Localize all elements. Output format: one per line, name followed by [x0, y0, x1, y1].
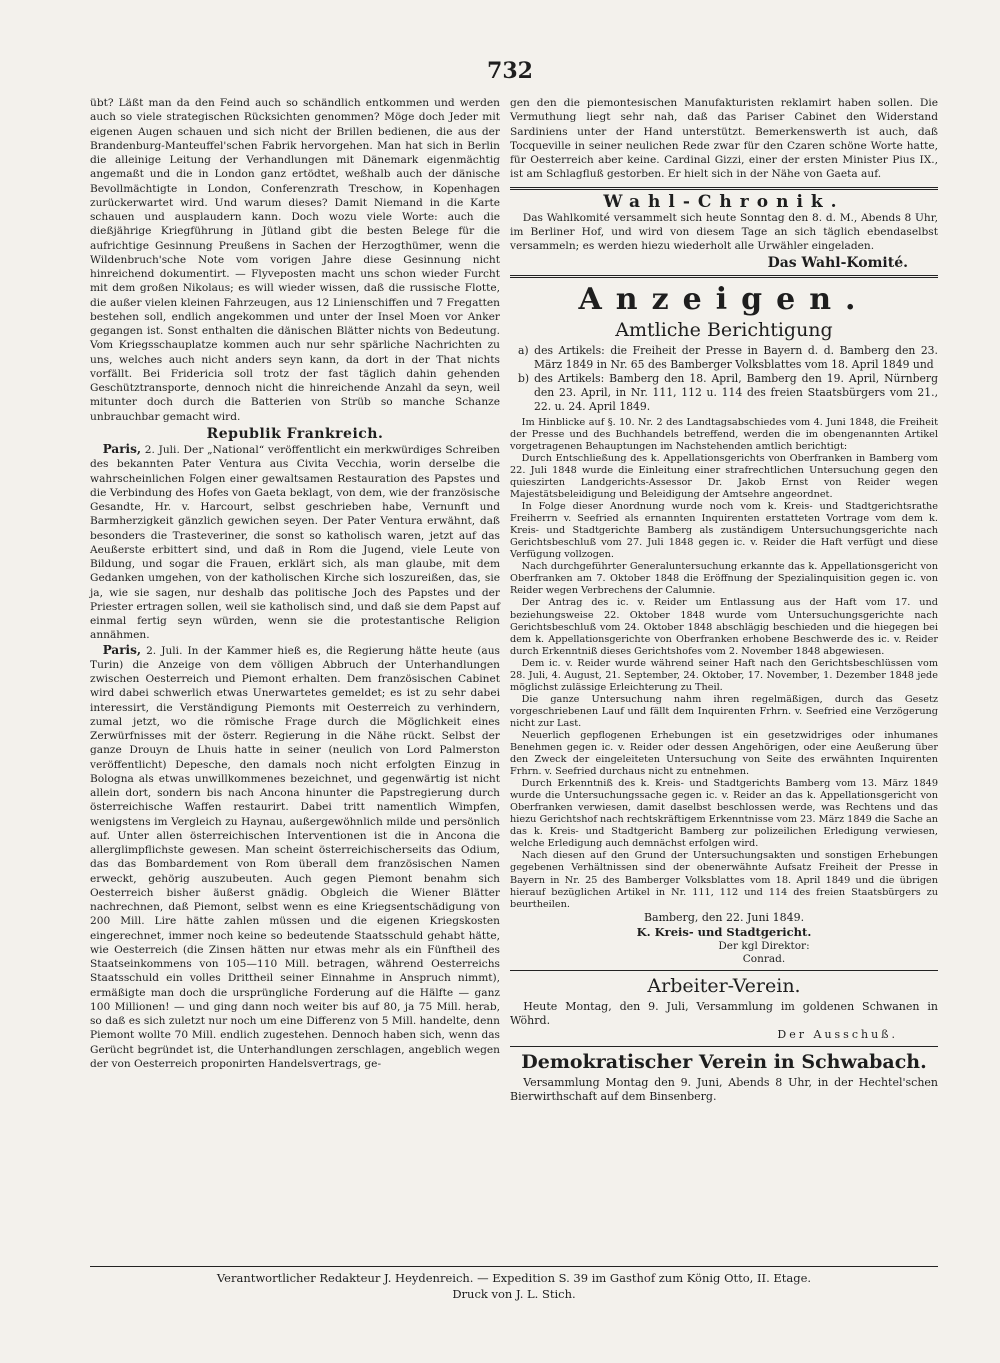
article-paris-2	[90, 643, 500, 1072]
court-name: K. Kreis- und Stadtgericht.	[636, 924, 812, 939]
body-paragraph: Dem ic. v. Reider wurde während seiner Haft nach den Gerichtsbeschlüssen vom 28. Juli, 4. August, 21. September, 24. Oktober, 17. November, 1. Dezember 1848 jede möglichst zulässige Erleichterung zu Theil.	[510, 657, 938, 693]
footer	[90, 1266, 938, 1302]
anzeigen-title: Anzeigen.	[578, 281, 870, 317]
dateline-paris-1: Paris,	[102, 442, 142, 456]
right-column	[510, 96, 938, 1104]
item-b: b) des Artikels: Bamberg den 18. April, Bamberg den 19. April, Nürnberg den 23. April, in Nr. 111, 112 u. 114 des freien Staatsbürgers vom 21., 22. u. 24. April 1849.	[518, 371, 938, 413]
director-name: Conrad.	[742, 952, 786, 965]
arbeiter-verein-title: Arbeiter-Verein.	[647, 974, 801, 997]
body-paragraph: In Folge dieser Anordnung wurde noch vom k. Kreis- und Stadtgerichtsrathe Freiherrn v. Seefried als ernannten Inquirenten erstatteten Vortrage vom dem k. Kreis- und Stadtgerichte Bamberg als zuständigem Untersuchungsgerichte nach Gerichtsbeschluß vom 27. Juli 1848 gegen ic. v. Reider die Haft verfügt und diese Verfügung vollzogen.	[510, 501, 938, 561]
article-paris-1-text: 2. Juli. Der „National“ veröffentlicht ein merkwürdiges Schreiben des bekannten Pater Ventura aus Civita Vecchia, worin derselbe die wahrscheinlichen Folgen einer gewaltsamen Restauration des Papstes und die Verbindung des Hofes von Gaeta beklagt, von dem, wie der französische Gesandte, Hr. v. Harcourt, selbst geschrieben habe, Vernunft und Barmherzigkeit gänzlich gewichen seyen. Der Pater Ventura erwähnt, daß besonders die Trasteveriner, die sonst so katholisch waren, jetzt auf das Aeußerste erbittert sind, und daß in Rom die Jugend, viele Leute von Bildung, und sogar die Frauen, erklärt sich, als man glaube, mit dem Gedanken umgehen, von der katholischen Kirche sich loszureißen, das, sie ja, wie sie sagen, nur deshalb das politische Joch des Papstes und der Priester ertragen sollen, weil sie katholisch sind, und daß sie dem Papst auf einmal fertig seyn würden, wenn sie die protestantische Religion annähmen.	[90, 444, 500, 642]
body-paragraph: Die ganze Untersuchung nahm ihren regelmäßigen, durch das Gesetz vorgeschriebenen Lauf und fällt dem Inquirenten Frhrn. v. Seefried eine Verzögerung nicht zur Last.	[510, 693, 938, 729]
body-paragraph: Nach diesen auf den Grund der Untersuchungsakten und sonstigen Erhebungen gegebenen Verhältnissen sind der obenerwähnte Aufsatz Freiheit der Presse in Bayern in Nr. 25 des Bamberger Volksblattes vom 18. April 1849 und die übrigen hierauf bezüglichen Artikel in Nr. 111, 112 und 114 des freien Staatsbürgers zu beurtheilen.	[510, 850, 938, 910]
director-title: Der kgl Direktor:	[718, 939, 810, 952]
imprint: Verantwortlicher Redakteur J. Heydenreich. — Expedition S. 39 im Gasthof zum König Otto, II. Etage.	[216, 1271, 812, 1285]
place-date: Bamberg, den 22. Juni 1849.	[643, 910, 805, 924]
wahl-chronik-title: Wahl-Chronik.	[603, 191, 845, 212]
body-paragraph: Durch Entschließung des k. Appellationsgerichts von Oberfranken in Bamberg vom 22. Juli 1848 wurde die Einleitung einer strafrechtlichen Untersuchung gegen den quieszirten Landgerichts-Assessor Dr. Jakob Ernst von Reider wegen Majestätsbeleidigung und Beleidigung der Amtsehre angeordnet.	[510, 452, 938, 501]
dateline-paris-2: Paris,	[102, 642, 142, 657]
body-paragraph: Der Antrag des ic. v. Reider um Entlassung aus der Haft vom 17. und beziehungsweise 22. Oktober 1848 wurde vom Untersuchungsgerichte nach Gerichtsbeschluß vom 24. Oktober 1848 abschlägig beschieden und die hiegegen bei dem k. Appellationsgerichte von Oberfranken erhobene Beschwerde des ic. v. Reider durch Erkenntniß dieses Gerichtshofes vom 2. November 1848 abgewiesen.	[510, 597, 938, 657]
demokratischer-verein-title: Demokratischer Verein in Schwabach.	[521, 1050, 927, 1073]
arbeiter-verein-signature: Der Ausschuß.	[777, 1027, 898, 1041]
body-paragraph: Nach durchgeführter Generaluntersuchung erkannte das k. Appellationsgericht von Oberfranken am 7. Oktober 1848 die Eröffnung der Spezialinquisition gegen ic. von Reider wegen Verbrechens der Calumnie.	[510, 561, 938, 597]
article-paris-2-text: 2. Juli. In der Kammer hieß es, die Regierung hätte heute (aus Turin) die Anzeige von dem völligen Abbruch der Unterhandlungen zwischen Oesterreich und Piemont erhalten. Dem französischen Cabinet wird dabei schwerlich etwas Unerwartetes gemeldet; es ist zu sehr dabei interessirt, die Verständigung Piemonts mit Oesterreich zu verhindern, zumal jetzt, wo die römische Frage durch die Möglichkeit eines Zerwürfnisses mit der österr. Regierung in die Nähe rückt. Selbst der ganze Drouyn de Lhuis hatte in seiner (neulich von Lord Palmerston veröffentlicht) Depesche, den damals noch nicht erfolgten Einzug in Bologna als etwas unwillkommenes bezeichnet, und gegenwärtig ist nicht allein dort, sondern bis nach Ancona hinunter die Papstregierung durch österreichische Waffen restaurirt. Dabei tritt namentlich Wimpfen, wenigstens im Vergleich zu Haynau, außergewöhnlich milde und persönlich auf. Unter allen österreichischen Interventionen ist die in Ancona die allerglimpflichste gewesen. Man scheint österreichischerseits das Odium, das das Bombardement von Rom überall dem französischen Namen erweckt, gehörig auszubeuten. Auch gegen Piemont benahm sich Oesterreich bisher äußerst gnädig. Obgleich die Wiener Blätter nachrechnen, daß Piemont, selbst wenn es eine Kriegsentschädigung von 200 Mill. Lire hätte zahlen müssen und die eigenen Kriegskosten eingerechnet, immer noch keine so bedeutende Staatsschuld gehabt hätte, wie Oesterreich (die Zinsen hätten nur etwas mehr als ein Fünftheil des Staatseinkommens von 105—110 Mill. betragen, während Oesterreichs Staatsschuld ein volles Drittheil seiner Einnahme in Anspruch nimmt), ermäßigte man doch die ursprüngliche Forderung auf die Hälfte — ganz 100 Millionen! — und ging dann noch weiter bis auf 80, ja 75 Mill. herab, so daß es sich zuletzt nur noch um eine Differenz von 5 Mill. handelte, denn Piemont wollte 70 Mill. endlich zugestehen. Dennoch haben sich, wenn das Gerücht begründet ist, die Unterhandlungen zerschlagen, angeblich wegen der von Oesterreich proponirten Handelsvertrags, ge-	[90, 644, 500, 1070]
article-continuation: übt? Läßt man da den Feind auch so schändlich entkommen und werden auch so viele strategischen Rücksichten genommen? Möge doch Jeder mit eigenen Augen schauen und sich nicht der Brillen bedienen, die aus der Brandenburg-Manteuffel'schen Fabrik hervorgehen. Man hat sich in Berlin die alleinige Leitung der Verhandlungen mit Dänemark eigenmächtig angemaßt und die in London ganz ertödtet, weßhalb auch der dänische Bevollmächtigte in London, Conferenzrath Treschow, in Kopenhagen zurückerwartet wird. Und warum dieses? Damit Niemand in die Karte schauen und ausplaudern kann. Doch wozu viele Worte: auch die dießjährige Kriegführung in Jütland gibt die besten Belege für die aufrichtige Gesinnung Preußens in Sachen der Herzogthümer, wenn die Wildenbruch'sche Note vom vorigen Jahre diese Gesinnung nicht hinreichend dokumentirt. — Flyveposten macht uns schon wieder Furcht mit dem großen Nikolaus; es will wieder wissen, daß die russische Flotte, die außer vielen kleinen Fahrzeugen, aus 12 Linienschiffen und 7 Fregatten bestehen soll, endlich angekommen und unter der Insel Moen vor Anker gegangen ist. Sonst enthalten die dänischen Blätter nichts von Bedeutung. Vom Kriegsschauplatze kommen auch nur sehr spärliche Nachrichten zu uns, welches auch nicht anders seyn kann, da dort in der That nichts vorfällt. Bei Fridericia soll trotz der fast täglich dahin gehenden Geschütztransporte, dennoch nicht die hinreichende Anzahl da seyn, weil mitunter doch durch die Batterien von Strüb so manche Schanze unbrauchbar gemacht wird.	[90, 97, 500, 423]
printer-line: Druck von J. L. Stich.	[452, 1287, 576, 1301]
body-paragraph: Durch Erkenntniß des k. Kreis- und Stadtgerichts Bamberg vom 13. März 1849 wurde die Untersuchungssache gegen ic. v. Reider an das k. Appellationsgericht von Oberfranken verwiesen, damit daselbst beschlossen werde, was Rechtens und das hiezu Gerichtshof nach rechtskräftigem Erkenntnisse vom 23. März 1849 die Sache an das k. Kreis- und Stadtgericht Bamberg zur polizeilichen Erledigung verwiesen, welche Erledigung auch demnächst erfolgen wird.	[510, 778, 938, 850]
divider	[510, 970, 938, 971]
demokratischer-verein-text: Versammlung Montag den 9. Juni, Abends 8 Uhr, in der Hechtel'schen Bierwirthschaft auf dem Binsenberg.	[510, 1075, 938, 1103]
body-paragraph: Neuerlich gepflogenen Erhebungen ist ein gesetzwidriges oder inhumanes Benehmen gegen ic. v. Reider oder dessen Angehörigen, oder eine Aeußerung über den Zweck der eingeleiteten Untersuchung von Seite des erwähnten Inquirenten Frhrn. v. Seefried durchaus nicht zu entnehmen.	[510, 729, 938, 778]
item-a: a) des Artikels: die Freiheit der Presse in Bayern d. d. Bamberg den 23. März 1849 in Nr. 65 des Bamberger Volksblattes vom 18. April 1849 und	[518, 343, 938, 371]
article-paris-1	[90, 442, 500, 643]
wahl-komite-signature: Das Wahl-Komité.	[767, 254, 908, 271]
left-column	[90, 96, 500, 1071]
body-paragraph: Im Hinblicke auf §. 10. Nr. 2 des Landtagsabschiedes vom 4. Juni 1848, die Freiheit der Presse und des Buchhandels betreffend, werden die im obengenannten Artikel vorgetragenen Behauptungen im Nachstehenden amtlich berichtigt:	[510, 416, 938, 452]
amtliche-berichtigung-title: Amtliche Berichtigung	[615, 318, 833, 341]
divider	[510, 275, 938, 278]
arbeiter-verein-text: Heute Montag, den 9. Juli, Versammlung im goldenen Schwanen in Wöhrd.	[510, 999, 938, 1027]
footer-rule	[90, 1266, 938, 1267]
article-continuation-right: gen den die piemontesischen Manufakturisten reklamirt haben sollen. Die Vermuthung liegt sehr nah, daß das Pariser Cabinet den Widerstand Sardiniens unter der Hand unterstützt. Bemerkenswerth ist auch, daß Tocqueville in seiner neulichen Rede zwar für den Czaren schöne Worte hatte, für Oesterreich aber keine. Cardinal Gizzi, einer der ersten Minister Pius IX., ist am Schlagfluß gestorben. Er hielt sich in der Nähe von Gaeta auf.	[510, 97, 938, 181]
berichtigung-body	[510, 417, 938, 911]
divider	[510, 1046, 938, 1047]
page-number: 732	[487, 58, 533, 84]
section-title-frankreich: Republik Frankreich.	[206, 425, 384, 442]
wahl-chronik-text: Das Wahlkomité versammelt sich heute Sonntag den 8. d. M., Abends 8 Uhr, im Berliner Hof, und wird von diesem Tage an sich täglich ebendaselbst versammeln; es werden hiezu wiederholt alle Urwähler eingeladen.	[510, 211, 938, 253]
divider	[510, 187, 938, 190]
